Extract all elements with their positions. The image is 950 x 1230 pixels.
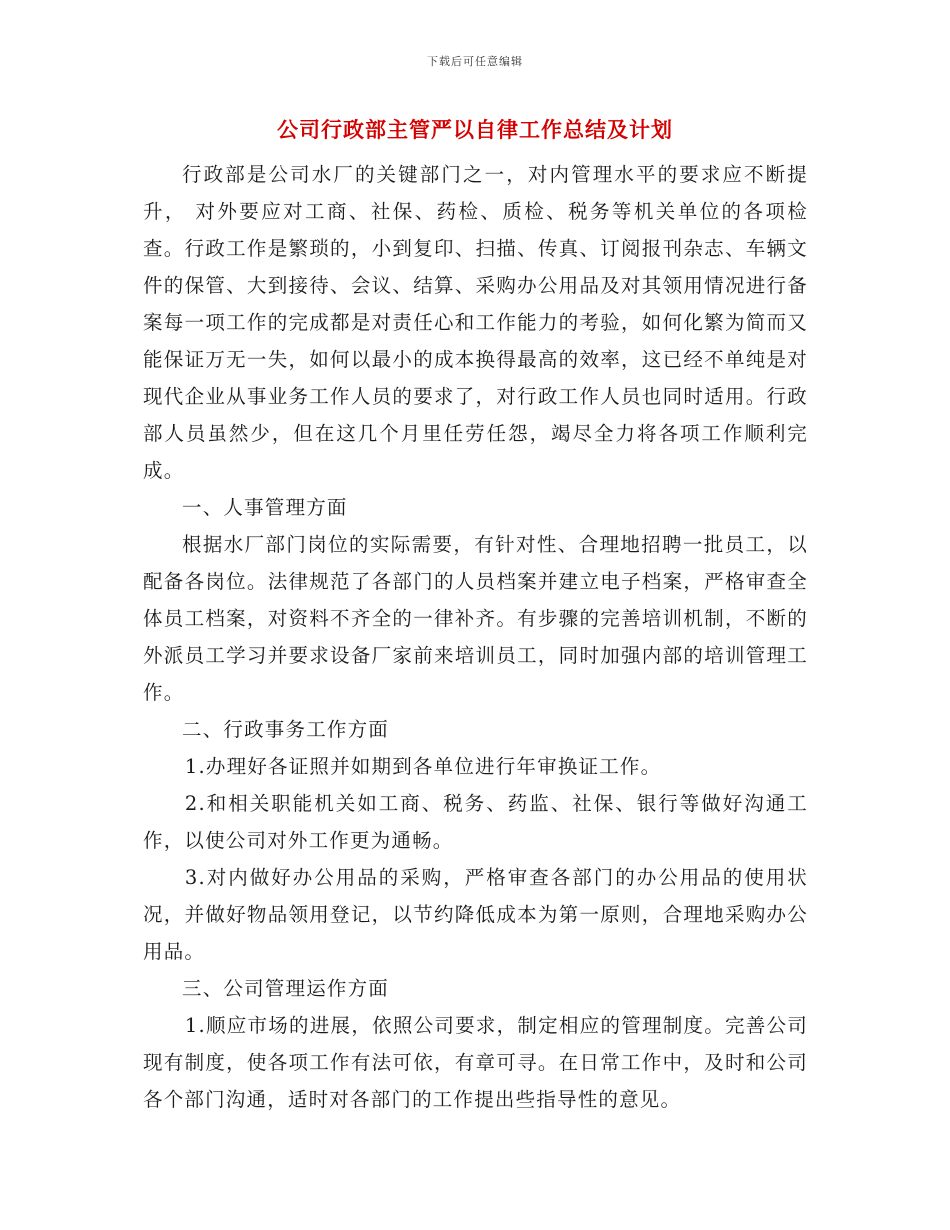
section-heading-admin: 二、行政事务工作方面	[182, 718, 390, 741]
hr-paragraph: 根据水厂部门岗位的实际需要，有针对性、合理地招聘一批员工，以配备各岗位。法律规范了各部门的人员档案并建立电子档案，严格审查全体员工档案，对资料不齐全的一律补齐。有步骤的完善培训机制，不断的外派员工学习并要求设备厂家前来培训员工，同时加强内部的培训管理工作。	[143, 533, 808, 704]
section-heading-management: 三、公司管理运作方面	[182, 977, 390, 1000]
header-note: 下载后可任意编辑	[427, 55, 523, 68]
document-body	[143, 156, 808, 1118]
section-heading-hr: 一、人事管理方面	[182, 496, 348, 519]
admin-item-2: 2.和相关职能机关如工商、税务、药监、社保、银行等做好沟通工作，以使公司对外工作更为通畅。	[143, 792, 808, 852]
document-title: 公司行政部主管严以自律工作总结及计划	[277, 118, 673, 142]
intro-paragraph: 行政部是公司水厂的关键部门之一，对内管理水平的要求应不断提升， 对外要应对工商、社保、药检、质检、税务等机关单位的各项检查。行政工作是繁琐的，小到复印、扫描、传真、订阅报刊杂志、车辆文件的保管、大到接待、会议、结算、采购办公用品及对其领用情况进行备案每一项工作的完成都是对责任心和工作能力的考验，如何化繁为简而又能保证万无一失，如何以最小的成本换得最高的效率，这已经不单纯是对现代企业从事业务工作人员的要求了，对行政工作人员也同时适用。行政部人员虽然少，但在这几个月里任劳任怨，竭尽全力将各项工作顺利完成。	[143, 163, 808, 482]
admin-item-1: 1.办理好各证照并如期到各单位进行年审换证工作。	[184, 755, 662, 778]
admin-item-3: 3.对内做好办公用品的采购，严格审查各部门的办公用品的使用状况，并做好物品领用登记，以节约降低成本为第一原则，合理地采购办公用品。	[143, 866, 808, 963]
management-item-1: 1.顺应市场的进展，依照公司要求，制定相应的管理制度。完善公司现有制度，使各项工作有法可依，有章可寻。在日常工作中，及时和公司各个部门沟通，适时对各部门的工作提出些指导性的意见。	[143, 1014, 808, 1111]
